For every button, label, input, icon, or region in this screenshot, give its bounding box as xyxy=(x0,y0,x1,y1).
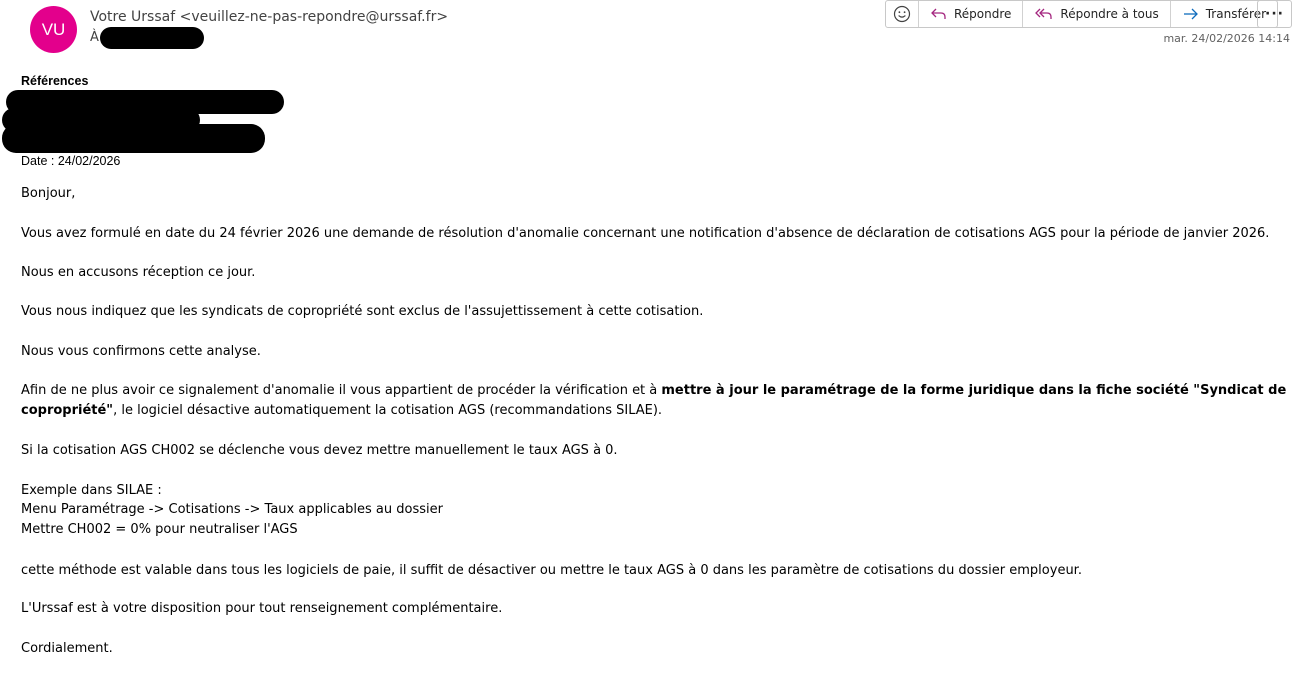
emoji-reaction-button[interactable] xyxy=(886,1,919,27)
to-label: À xyxy=(90,30,99,45)
reply-label: Répondre xyxy=(954,7,1012,21)
forward-label: Transférer xyxy=(1205,7,1267,21)
more-actions-icon: ··· xyxy=(1265,6,1284,22)
recipient-line xyxy=(90,30,99,45)
document-date: Date : 24/02/2026 xyxy=(21,154,121,168)
instructions-text-start: Afin de ne plus avoir ce signalement d'anomalie il vous appartient de procéder la vérification et à xyxy=(21,383,662,398)
sender-email: <veuillez-ne-pas-repondre@urssaf.fr> xyxy=(179,9,449,25)
forward-arrow-icon xyxy=(1182,6,1200,22)
example-title: Exemple dans SILAE : xyxy=(21,483,162,498)
more-actions-button[interactable] xyxy=(1257,0,1292,28)
avatar-initials: VU xyxy=(41,19,66,39)
reply-button[interactable] xyxy=(919,1,1023,27)
paragraph-request: Vous avez formulé en date du 24 février 2026 une demande de résolution d'anomalie concernant une notification d'absence de déclaration de cotisations AGS pour la période de janvier 2026. xyxy=(21,226,1270,241)
example-setting: Mettre CH002 = 0% pour neutraliser l'AGS xyxy=(21,522,298,537)
message-toolbar xyxy=(885,0,1278,28)
reply-all-label: Répondre à tous xyxy=(1060,7,1159,21)
message-date: mar. 24/02/2026 14:14 xyxy=(1163,32,1290,45)
reply-all-icon xyxy=(1034,6,1054,22)
redacted-reference-3 xyxy=(2,124,265,153)
instructions-text-end: , le logiciel désactive automatiquement la cotisation AGS (recommandations SILAE). xyxy=(113,403,663,418)
references-title: Références xyxy=(21,74,89,88)
paragraph-confirmation: Nous vous confirmons cette analyse. xyxy=(21,344,261,359)
greeting: Bonjour, xyxy=(21,186,76,201)
sender-name: Votre Urssaf xyxy=(90,9,176,25)
reply-icon xyxy=(930,6,948,22)
instructions-bold: mettre à jour le paramétrage de la forme juridique dans la fiche société "Syndicat de copropriété" xyxy=(21,383,1287,418)
redacted-recipient xyxy=(100,27,204,49)
sender-line[interactable] xyxy=(90,9,448,25)
paragraph-instructions xyxy=(21,381,1291,421)
example-menu-path: Menu Paramétrage -> Cotisations -> Taux applicables au dossier xyxy=(21,502,443,517)
smiley-icon xyxy=(893,5,911,23)
paragraph-exclusion: Vous nous indiquez que les syndicats de copropriété sont exclus de l'assujettissement à cette cotisation. xyxy=(21,304,704,319)
paragraph-ch002: Si la cotisation AGS CH002 se déclenche vous devez mettre manuellement le taux AGS à 0. xyxy=(21,443,618,458)
paragraph-availability: L'Urssaf est à votre disposition pour tout renseignement complémentaire. xyxy=(21,601,503,616)
sender-avatar[interactable] xyxy=(30,6,77,53)
reply-all-button[interactable] xyxy=(1023,1,1170,27)
paragraph-method: cette méthode est valable dans tous les logiciels de paie, il suffit de désactiver ou mettre le taux AGS à 0 dans les paramètre de cotisations du dossier employeur. xyxy=(21,563,1082,578)
closing: Cordialement. xyxy=(21,641,113,656)
paragraph-acknowledgement: Nous en accusons réception ce jour. xyxy=(21,265,256,280)
